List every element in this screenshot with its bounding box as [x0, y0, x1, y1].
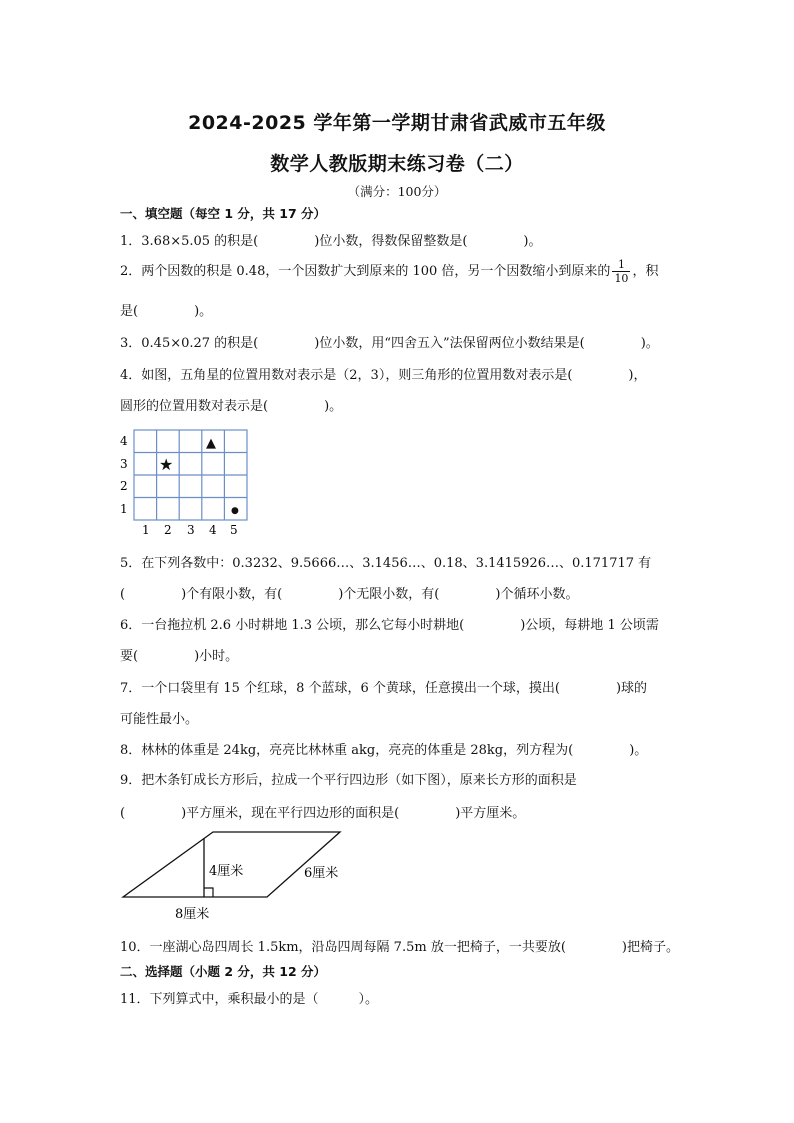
x-label-1: 1	[142, 523, 150, 537]
x-label-3: 3	[187, 523, 195, 537]
side-label: 6厘米	[304, 866, 339, 881]
section2-heading: 二、选择题（小题 2 分，共 12 分）	[120, 964, 327, 979]
circle-icon: ●	[231, 506, 239, 516]
question-11: 11．下列算式中，乘积最小的是（ ）。	[120, 992, 379, 1007]
x-label-4: 4	[209, 523, 217, 537]
parallelogram-figure	[115, 825, 360, 925]
question-4: 4．如图，五角星的位置用数对表示是（2，3），则三角形的位置用数对表示是( )，	[120, 368, 647, 383]
right-angle-mark	[204, 888, 213, 897]
coordinate-grid-figure	[112, 425, 257, 537]
question-6-cont: 要( )小时。	[120, 649, 239, 664]
height-label: 4厘米	[209, 864, 244, 879]
question-9: 9．把木条钉成长方形后，拉成一个平行四边形（如下图），原来长方形的面积是	[120, 773, 577, 788]
question-2: 2．两个因数的积是 0.48，一个因数扩大到原来的 100 倍，另一个因数缩小到原来的 $\frac{1}{10}$ ，积	[120, 258, 659, 285]
question-7-cont: 可能性最小。	[120, 712, 199, 727]
triangle-icon: ▲	[206, 436, 216, 451]
y-label-2: 2	[120, 479, 128, 493]
exam-title-line2: 数学人教版期末练习卷（二）	[270, 153, 524, 175]
exam-title-line1: 2024-2025 学年第一学期甘肃省武威市五年级	[188, 112, 606, 134]
x-label-5: 5	[230, 523, 238, 537]
star-icon: ★	[159, 455, 174, 474]
question-1: 1．3.68×5.05 的积是( )位小数，得数保留整数是( )。	[120, 234, 542, 249]
x-label-2: 2	[164, 523, 172, 537]
question-2-cont: 是( )。	[120, 304, 213, 319]
question-3: 3．0.45×0.27 的积是( )位小数，用“四舍五入”法保留两位小数结果是( )。	[120, 336, 659, 351]
full-score-note: （满分：100分）	[347, 184, 447, 199]
question-10: 10．一座湖心岛四周长 1.5km，沿岛四周每隔 7.5m 放一把椅子，一共要放( )把椅子。	[120, 940, 679, 955]
y-label-1: 1	[120, 502, 128, 516]
question-7: 7．一个口袋里有 15 个红球，8 个蓝球，6 个黄球，任意摸出一个球，摸出( )球的	[120, 681, 648, 696]
y-label-3: 3	[120, 457, 128, 471]
question-5: 5．在下列各数中：0.3232、9.5666…、3.1456…、0.18、3.1415926…、0.171717 有	[120, 556, 652, 571]
fraction-one-tenth: $\frac{1}{10}$	[614, 258, 629, 285]
question-9-cont: ( )平方厘米，现在平行四边形的面积是( )平方厘米。	[120, 806, 526, 821]
question-4-cont: 圆形的位置用数对表示是( )。	[120, 399, 343, 414]
section1-heading: 一、填空题（每空 1 分，共 17 分）	[120, 206, 327, 221]
y-label-4: 4	[120, 434, 128, 448]
base-label: 8厘米	[175, 907, 210, 922]
question-5-cont: ( )个有限小数，有( )个无限小数，有( )个循环小数。	[120, 587, 579, 602]
question-8: 8．林林的体重是 24kg，亮亮比林林重 akg，亮亮的体重是 28kg，列方程为( )。	[120, 743, 648, 758]
question-6: 6．一台拖拉机 2.6 小时耕地 1.3 公顷，那么它每小时耕地( )公顷，每耕地 1 公顷需	[120, 618, 659, 633]
